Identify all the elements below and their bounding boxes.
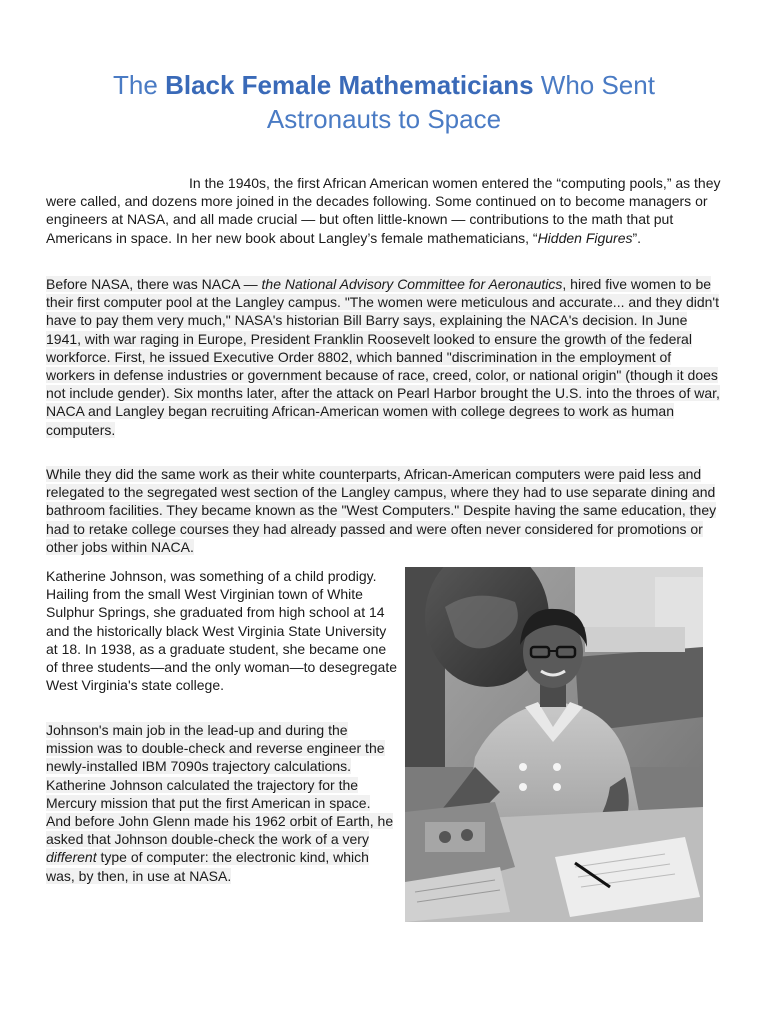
paragraph-trajectory-text-b: type of computer: the electronic kind, which was, by then, in use at NASA. — [46, 849, 369, 884]
book-title-hidden-figures: Hidden Figures — [537, 229, 633, 246]
paragraph-trajectory — [46, 721, 398, 885]
emphasis-different: different — [46, 849, 97, 866]
naca-full-name: the National Advisory Committee for Aeronautics — [261, 276, 563, 292]
katherine-johnson-photo — [405, 567, 703, 922]
paragraph-intro-text: In the 1940s, the first African American women entered the “computing pools,” as they were called, and dozens more joined in the decades following. Some continued on to become managers or engineers at NASA, and all made crucial — but often little-known — contributions to the math that put Americans in space. In her new book about Langley’s female mathematicians, “ — [46, 175, 721, 246]
title-prefix: The — [113, 70, 166, 100]
paragraph-naca-text-b: , hired five women to be their first computer pool at the Langley campus. "The women were meticulous and accurate... and they didn't have to pay them very much," NASA's historian Bill Barry says, explaining the NACA's decision. In June 1941, with war raging in Europe, President Franklin Roosevelt looked to ensure the growth of the federal workforce. First, he issued Executive Order 8802, which banned "discrimination in the employment of workers in defense industries or government because of race, creed, color, or national origin" (though it does not include gender). Six months later, after the attack on Pearl Harbor brought the U.S. into the throes of war, NACA and Langley began recruiting African-American women with college degrees to work as human computers. — [46, 276, 720, 438]
paragraph-west-computers-text: While they did the same work as their white counterparts, African-American computers were paid less and relegated to the segregated west section of the Langley campus, where they had to use separate dining and bathroom facilities. They became known as the "West Computers." Despite having the same education, they had to retake college courses they had already passed and were often never considered for promotions or other jobs within NACA. — [46, 466, 717, 555]
paragraph-katherine-johnson-text: Katherine Johnson, was something of a child prodigy. Hailing from the small West Virginian town of White Sulphur Springs, she graduated from high school at 14 and the historically black West Virginia State University at 18. In 1938, as a graduate student, she became one of three students—and the only woman—to desegregate West Virginia's state college. — [46, 568, 397, 694]
photo-illustration — [405, 567, 703, 922]
title-suffix: Who Sent Astronauts to Space — [266, 70, 655, 134]
paragraph-trajectory-text-a: Johnson's main job in the lead-up and during the mission was to double-check and reverse engineer the newly-installed IBM 7090s trajectory calculations. Katherine Johnson calculated the trajectory for the Mercury mission that put the first American in space. And before John Glenn made his 1962 orbit of Earth, he asked that Johnson double-check the work of a very — [46, 722, 394, 848]
paragraph-intro-end: ”. — [632, 229, 642, 246]
title-bold: Black Female Mathematicians — [165, 70, 534, 100]
paragraph-west-computers — [46, 465, 722, 556]
paragraph-katherine-johnson — [46, 567, 398, 694]
paragraph-naca — [46, 275, 722, 439]
paragraph-intro — [46, 174, 722, 247]
paragraph-naca-text-a: Before NASA, there was NACA — — [46, 276, 262, 292]
page-title — [60, 68, 708, 136]
